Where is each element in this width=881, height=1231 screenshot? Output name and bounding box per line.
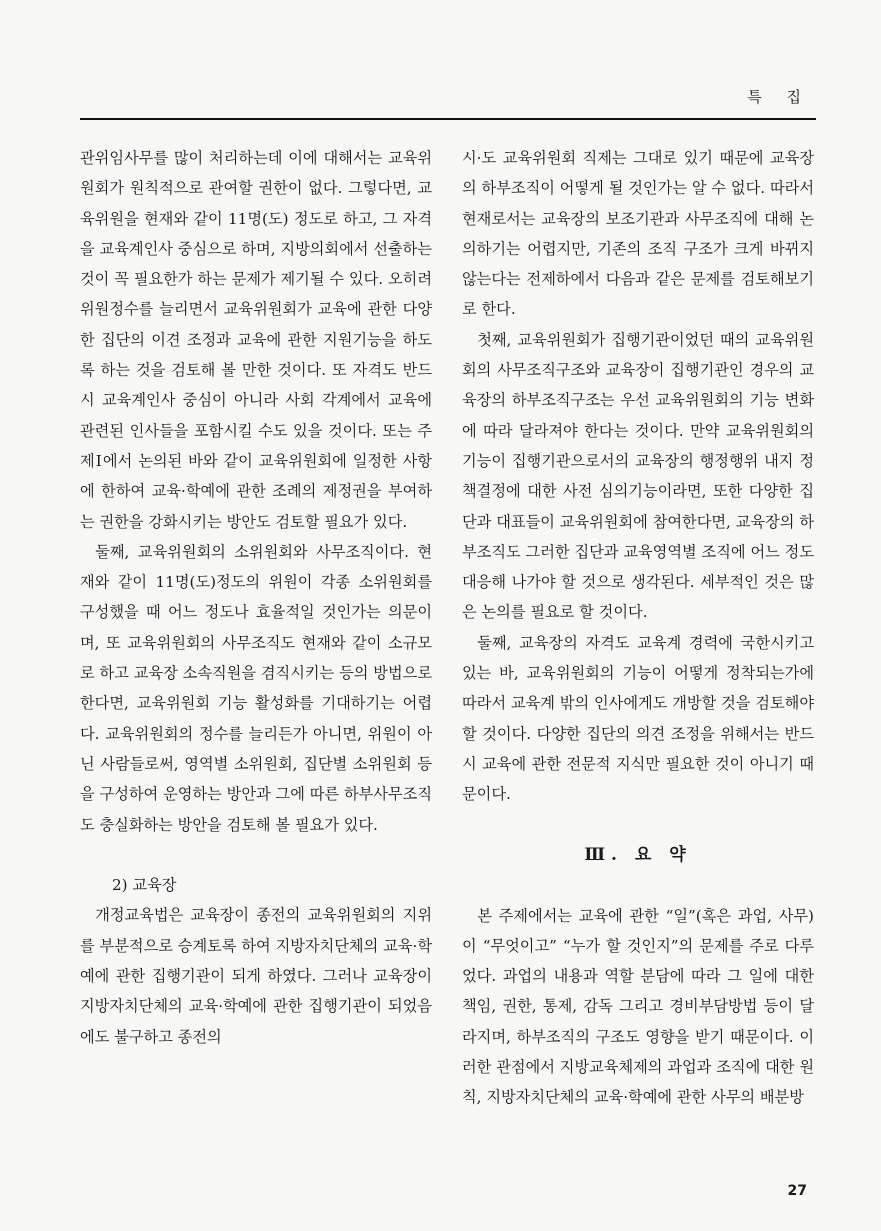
header-divider bbox=[80, 118, 816, 120]
right-paragraph-1: 시·도 교육위원회 직제는 그대로 있기 때문에 교육장의 하부조직이 어떻게 될 것인가는 알 수 없다. 따라서 현재로서는 교육장의 보조기관과 사무조직에 대해 논의하기는 어렵지만, 기존의 조직 구조가 크게 바뀌지 않는다는 전제하에서 다음과 같은 문제를 검토해보기로 한다. bbox=[462, 149, 814, 319]
left-paragraph-1: 관위임사무를 많이 처리하는데 이에 대해서는 교육위원회가 원칙적으로 관여할 권한이 없다. 그렇다면, 교육위원을 현재와 같이 11명(도) 정도로 하고, 그 자격을 교육계인사 중심으로 하며, 지방의회에서 선출하는 것이 꼭 필요한가 하는 문제가 제기될 수 있다. 오히려 위원정수를 늘리면서 교육위원회가 교육에 관한 다양한 집단의 이견 조정과 교육에 관한 지원기능을 하도록 하는 것을 검토해 볼 만한 것이다. 또 자격도 반드시 교육계인사 중심이 아니라 사회 각계에서 교육에 관련된 인사들을 포함시킬 수도 있을 것이다. 또는 주제Ⅰ에서 논의된 바와 같이 교육위원회에 일정한 사항에 한하여 교육·학예에 관한 조례의 제정권을 부여하는 권한을 강화시키는 방안도 검토할 필요가 있다. bbox=[80, 149, 432, 531]
paragraph-spacer bbox=[80, 840, 432, 870]
right-column bbox=[462, 143, 814, 1113]
left-column bbox=[80, 143, 432, 1052]
left-paragraph-2: 둘째, 교육위원회의 소위원회와 사무조직이다. 현재와 같이 11명(도)정도의 위원이 각종 소위원회를 구성했을 때 어느 정도나 효율적일 것인가는 의문이며, 또 교육위원회의 사무조직도 현재와 같이 소규모로 하고 교육장 소속직원을 겸직시키는 등의 방법으로 한다면, 교육위원회 기능 활성화를 기대하기는 어렵다. 교육위원회의 정수를 늘리든가 아니면, 위원이 아닌 사람들로써, 영역별 소위원회, 집단별 소위원회 등을 구성하여 운영하는 방안과 그에 따른 하부사무조직도 충실화하는 방안을 검토해 볼 필요가 있다. bbox=[80, 542, 432, 834]
page-number: 27 bbox=[787, 1183, 807, 1199]
section-heading: Ⅲ. 요 약 bbox=[584, 844, 692, 865]
subsection-heading: 2) 교육장 bbox=[112, 876, 177, 895]
section-label: 특 집 bbox=[747, 88, 811, 106]
right-paragraph-2: 첫째, 교육위원회가 집행기관이었던 때의 교육위원회의 사무조직구조와 교육장이 집행기관인 경우의 교육장의 하부조직구조는 우선 교육위원회의 기능 변화에 따라 달라져야 한다는 것이다. 만약 교육위원회의 기능이 집행기관으로서의 교육장의 행정행위 내지 정책결정에 대한 사전 심의기능이라면, 또한 다양한 집단과 대표들이 교육위원회에 참여한다면, 교육장의 하부조직도 그러한 집단과 교육영역별 조직에 어느 정도 대응해 나가야 할 것으로 생각된다. 세부적인 것은 많은 논의를 필요로 할 것이다. bbox=[462, 330, 814, 622]
right-paragraph-3: 둘째, 교육장의 자격도 교육계 경력에 국한시키고 있는 바, 교육위원회의 기능이 어떻게 정착되는가에 따라서 교육계 밖의 인사에게도 개방할 것을 검토해야 할 것이다. 다양한 집단의 의견 조정을 위해서는 반드시 교육에 관한 전문적 지식만 필요한 것이 아니기 때문이다. bbox=[462, 633, 814, 804]
right-paragraph-4: 본 주제에서는 교육에 관한 “일”(혹은 과업, 사무)이 “무엇이고” “누가 할 것인지”의 문제를 주로 다루었다. 과업의 내용과 역할 분담에 따라 그 일에 대한 책임, 권한, 통제, 감독 그리고 경비부담방법 등이 달라지며, 하부조직의 구조도 영향을 받기 때문이다. 이러한 관점에서 지방교육체제의 과업과 조직에 대한 원칙, 지방자치단체의 교육·학예에 관한 사무의 배분방 bbox=[462, 906, 814, 1107]
left-paragraph-3: 개정교육법은 교육장이 종전의 교육위원회의 지위를 부분적으로 승계토록 하여 지방자치단체의 교육·학예에 관한 집행기관이 되게 하였다. 그러나 교육장이 지방자치단체의 교육·학예에 관한 집행기관이 되었음에도 불구하고 종전의 bbox=[80, 906, 432, 1046]
